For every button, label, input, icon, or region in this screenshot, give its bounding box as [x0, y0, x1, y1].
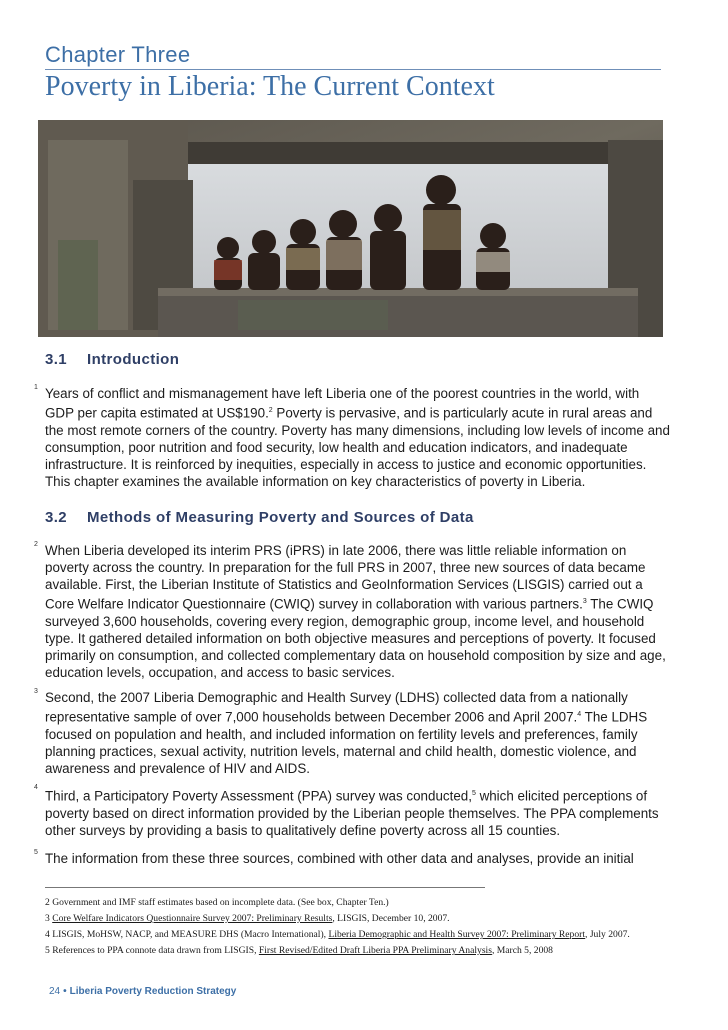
paragraph-text: Third, a Participatory Poverty Assessment (PPA) survey was conducted,: [45, 788, 472, 804]
paragraph-text: When Liberia developed its interim PRS (iPRS) in late 2006, there was little reliable information on poverty across the country. In preparation for the full PRS in 2007, three new sources of data became available. First, the Liberian Institute of Statistics and GeoInformation Services (LISGIS) carried out a Core Welfare Indicator Questionnaire (CWIQ) survey in collaboration with various partners.: [45, 543, 646, 612]
footnote-3: [45, 911, 685, 927]
footnote-title: Core Welfare Indicators Questionnaire Survey 2007: Preliminary Results: [52, 913, 333, 924]
footnote-title: First Revised/Edited Draft Liberia PPA Preliminary Analysis: [258, 945, 492, 956]
paragraph-text: which elicited perceptions of poverty based on direct information provided by the Liberian people themselves. The PPA complements other surveys by providing a basis to qualitatively define poverty across all 15 counties.: [45, 788, 659, 838]
footnote-text: , July 2007.: [585, 929, 630, 940]
footnote-text: Government and IMF staff estimates based on incomplete data. (See box, Chapter Ten.): [52, 897, 389, 908]
footnote-number: 2: [45, 897, 50, 908]
footnote-divider: [45, 887, 485, 888]
paragraph-4: [45, 785, 670, 839]
paragraph-text: Years of conflict and mismanagement have left Liberia one of the poorest countries in the world, with GDP per capita estimated at US$190.: [45, 386, 640, 421]
footnote-number: 4: [45, 929, 50, 940]
footnote-ref: 5: [471, 790, 476, 797]
footnote-title: Liberia Demographic and Health Survey 2007: Preliminary Report: [328, 929, 586, 940]
section-title: Introduction: [87, 351, 180, 368]
footnote-text: , LISGIS, December 10, 2007.: [332, 913, 450, 924]
paragraph-text: The LDHS focused on population and health, and included information on fertility levels and preferences, family planning practices, sexual activity, nutrition levels, maternal and child health, domestic violence, and awareness and prevalence of HIV and AIDS.: [45, 709, 648, 776]
footnote-ref: 4: [577, 711, 582, 719]
footnote-ref: 3: [582, 598, 587, 606]
footnote-text: , March 5, 2008: [491, 945, 553, 956]
footer-separator: •: [63, 986, 67, 997]
footnote-text: LISGIS, MoHSW, NACP, and MEASURE DHS (Macro International),: [52, 929, 329, 940]
footnote-5: [45, 943, 685, 959]
chapter-label: Chapter Three: [45, 42, 191, 67]
paragraph-text: Second, the 2007 Liberia Demographic and Health Survey (LDHS) collected data from a nationally representative sample of over 7,000 households between December 2006 and April 2007.: [45, 690, 628, 725]
footnote-number: 3: [45, 913, 50, 924]
paragraph-text: The information from these three sources, combined with other data and analyses, provide an initial: [45, 851, 634, 866]
page-number: 24: [49, 986, 61, 997]
paragraph-number: 5: [34, 849, 38, 856]
chapter-divider: [45, 69, 661, 70]
paragraph-number: 2: [34, 541, 38, 548]
paragraph-text: Poverty is pervasive, and is particularly acute in rural areas and the most remote corners of the country. Poverty has many dimensions, including low levels of income and consumption, poor nutrition and food security, low health and education indicators, and inadequate infrastructure. It is reinforced by inequities, especially in access to justice and economic opportunities. This chapter examines the available information on key characteristics of poverty in Liberia.: [45, 405, 670, 489]
paragraph-5: [45, 850, 670, 867]
section-number: 3.2: [45, 509, 68, 526]
paragraph-2: [45, 542, 670, 681]
section-heading-introduction: [45, 351, 179, 368]
footnotes: [45, 895, 685, 959]
chapter-title: Poverty in Liberia: The Current Context: [45, 71, 495, 102]
chapter-photo: [38, 120, 663, 337]
footnote-4: [45, 927, 685, 943]
footnote-text: References to PPA connote data drawn from LISGIS,: [52, 945, 259, 956]
page-footer: [49, 986, 236, 997]
section-number: 3.1: [45, 351, 68, 368]
paragraph-3: [45, 689, 670, 777]
section-heading-methods: [45, 509, 474, 526]
paragraph-1: [45, 385, 670, 490]
footnote-ref: 2: [268, 407, 273, 415]
paragraph-text: The CWIQ surveyed 3,600 households, covering every region, demographic group, income level, and household type. It gathered detailed information on both objective measures and perceptions of poverty. It focused primarily on consumption, and collected complementary data on household composition by size and age, education levels, occupation, and access to basic services.: [45, 596, 666, 681]
paragraph-number: 1: [34, 384, 38, 391]
paragraph-number: 3: [34, 688, 38, 695]
footer-doc-title: Liberia Poverty Reduction Strategy: [69, 986, 237, 997]
footnote-2: [45, 895, 685, 911]
section-title: Methods of Measuring Poverty and Sources of Data: [87, 509, 474, 526]
paragraph-number: 4: [34, 784, 38, 791]
footnote-number: 5: [45, 945, 50, 956]
